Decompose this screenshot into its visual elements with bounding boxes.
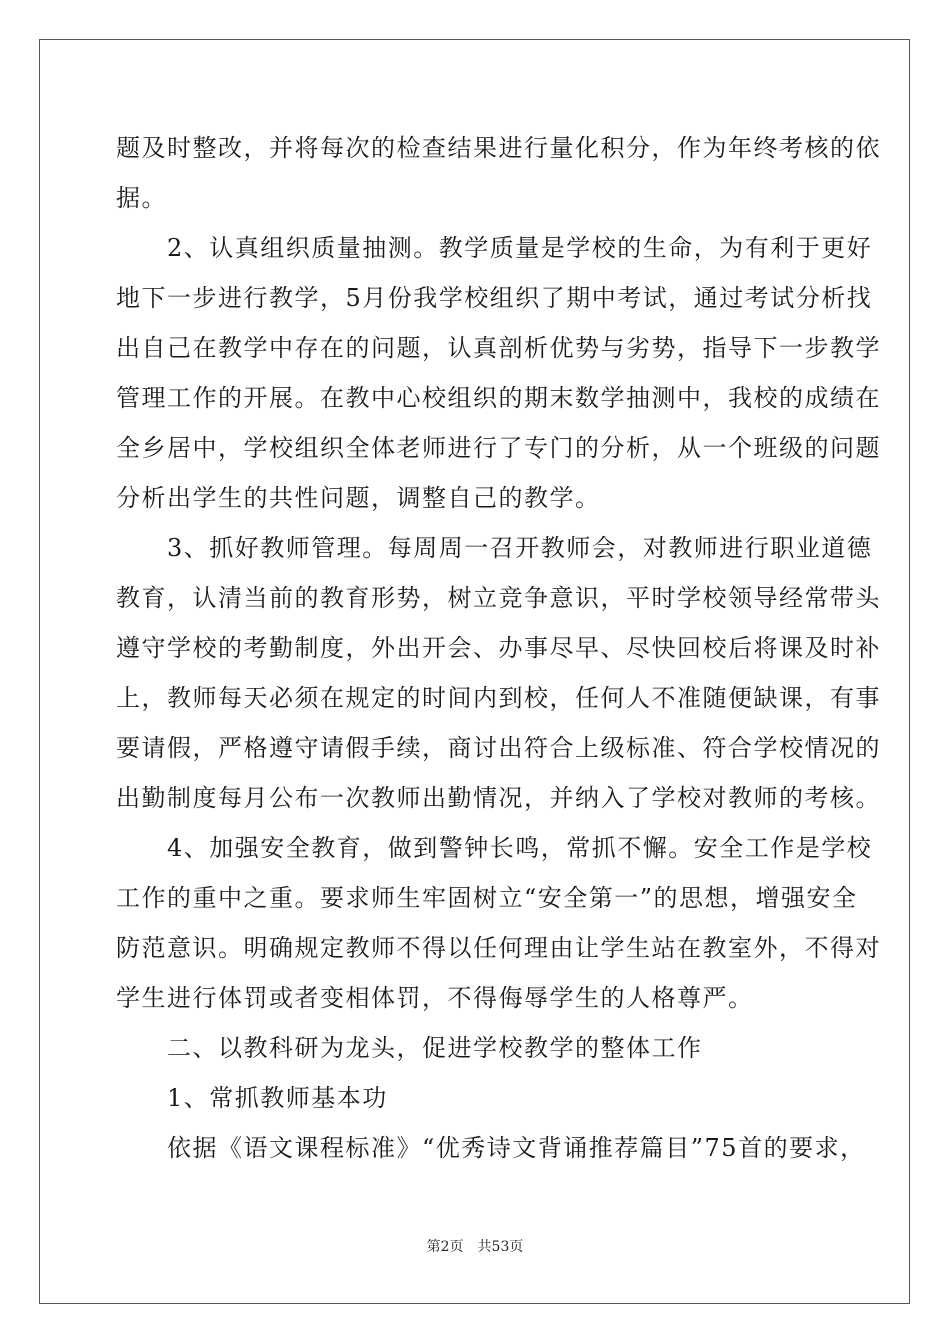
text-line: 教育，认清当前的教育形势，树立竞争意识，平时学校领导经常带头	[116, 584, 881, 612]
section-heading: 二、以教科研为龙头，促进学校教学的整体工作	[116, 1034, 703, 1062]
text-line: 学生进行体罚或者变相体罚，不得侮辱学生的人格尊严。	[116, 984, 754, 1012]
text-line: 出自己在教学中存在的问题，认真剖析优势与劣势，指导下一步教学	[116, 334, 881, 362]
text-line: 全乡居中，学校组织全体老师进行了专门的分析，从一个班级的问题	[116, 434, 881, 462]
text-line: 题及时整改，并将每次的检查结果进行量化积分，作为年终考核的依	[116, 134, 881, 162]
subsection-heading: 1、常抓教师基本功	[116, 1084, 388, 1112]
text-line: 4、加强安全教育，做到警钟长鸣，常抓不懈。安全工作是学校	[116, 834, 873, 862]
total-pages: 共53页	[477, 1239, 524, 1255]
text-line: 上，教师每天必须在规定的时间内到校，任何人不准随便缺课，有事	[116, 684, 881, 712]
page-number: 第2页	[426, 1239, 464, 1255]
text-line: 防范意识。明确规定教师不得以任何理由让学生站在教室外，不得对	[116, 934, 881, 962]
text-line: 地下一步进行教学，5月份我学校组织了期中考试，通过考试分析找	[116, 284, 873, 312]
text-line: 据。	[116, 184, 167, 212]
text-line: 要请假，严格遵守请假手续，商讨出符合上级标准、符合学校情况的	[116, 734, 881, 762]
text-line: 遵守学校的考勤制度，外出开会、办事尽早、尽快回校后将课及时补	[116, 634, 881, 662]
text-line: 2、认真组织质量抽测。教学质量是学校的生命，为有利于更好	[116, 234, 873, 262]
text-line: 管理工作的开展。在教中心校组织的期末数学抽测中，我校的成绩在	[116, 384, 881, 412]
page-footer	[0, 1238, 950, 1256]
text-line: 工作的重中之重。要求师生牢固树立“安全第一”的思想，增强安全	[116, 884, 858, 912]
text-line: 分析出学生的共性问题，调整自己的教学。	[116, 484, 601, 512]
text-line: 出勤制度每月公布一次教师出勤情况，并纳入了学校对教师的考核。	[116, 784, 881, 812]
text-line: 依据《语文课程标准》“优秀诗文背诵推荐篇目”75首的要求，	[116, 1134, 866, 1162]
text-line: 3、抓好教师管理。每周周一召开教师会，对教师进行职业道德	[116, 534, 873, 562]
page-border	[39, 39, 910, 1304]
